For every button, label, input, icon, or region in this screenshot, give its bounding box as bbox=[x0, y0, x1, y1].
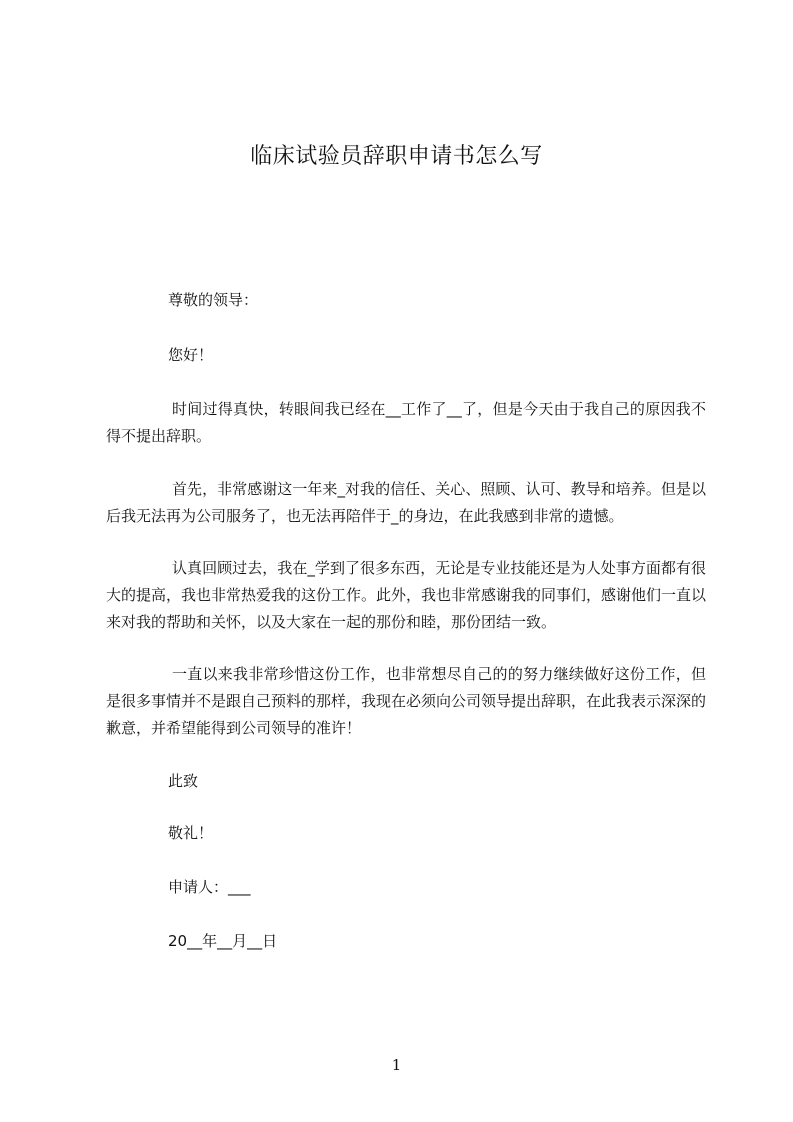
paragraph-2: 首先，非常感谢这一年来_对我的信任、关心、照顾、认可、教导和培养。但是以后我无法再为公司服务了，也无法再陪伴于_的身边，在此我感到非常的遗憾。 bbox=[106, 480, 706, 525]
paragraph-1: 时间过得真快，转眼间我已经在__工作了__了，但是今天由于我自己的原因我不得不提出辞职。 bbox=[106, 400, 706, 445]
page-number: 1 bbox=[391, 1056, 402, 1074]
regards: 敬礼！ bbox=[168, 824, 214, 842]
salutation: 尊敬的领导： bbox=[168, 291, 259, 309]
applicant-line: 申请人：___ bbox=[168, 878, 251, 896]
closing: 此致 bbox=[168, 772, 199, 790]
paragraph-4: 一直以来我非常珍惜这份工作，也非常想尽自己的的努力继续做好这份工作，但是很多事情并不是跟自己预料的那样，我现在必须向公司领导提出辞职，在此我表示深深的歉意，并希望能得到公司领导的准许！ bbox=[106, 665, 707, 737]
paragraph-3: 认真回顾过去，我在_学到了很多东西，无论是专业技能还是为人处事方面都有很大的提高，我也非常热爱我的这份工作。此外，我也非常感谢我的同事们，感谢他们一直以来对我的帮助和关怀，以及大家在一起的那份和睦，那份团结一致。 bbox=[106, 559, 707, 631]
date-line: 20__年__月__日 bbox=[168, 932, 278, 950]
greeting: 您好！ bbox=[168, 346, 214, 364]
document-title: 临床试验员辞职申请书怎么写 bbox=[250, 144, 543, 169]
